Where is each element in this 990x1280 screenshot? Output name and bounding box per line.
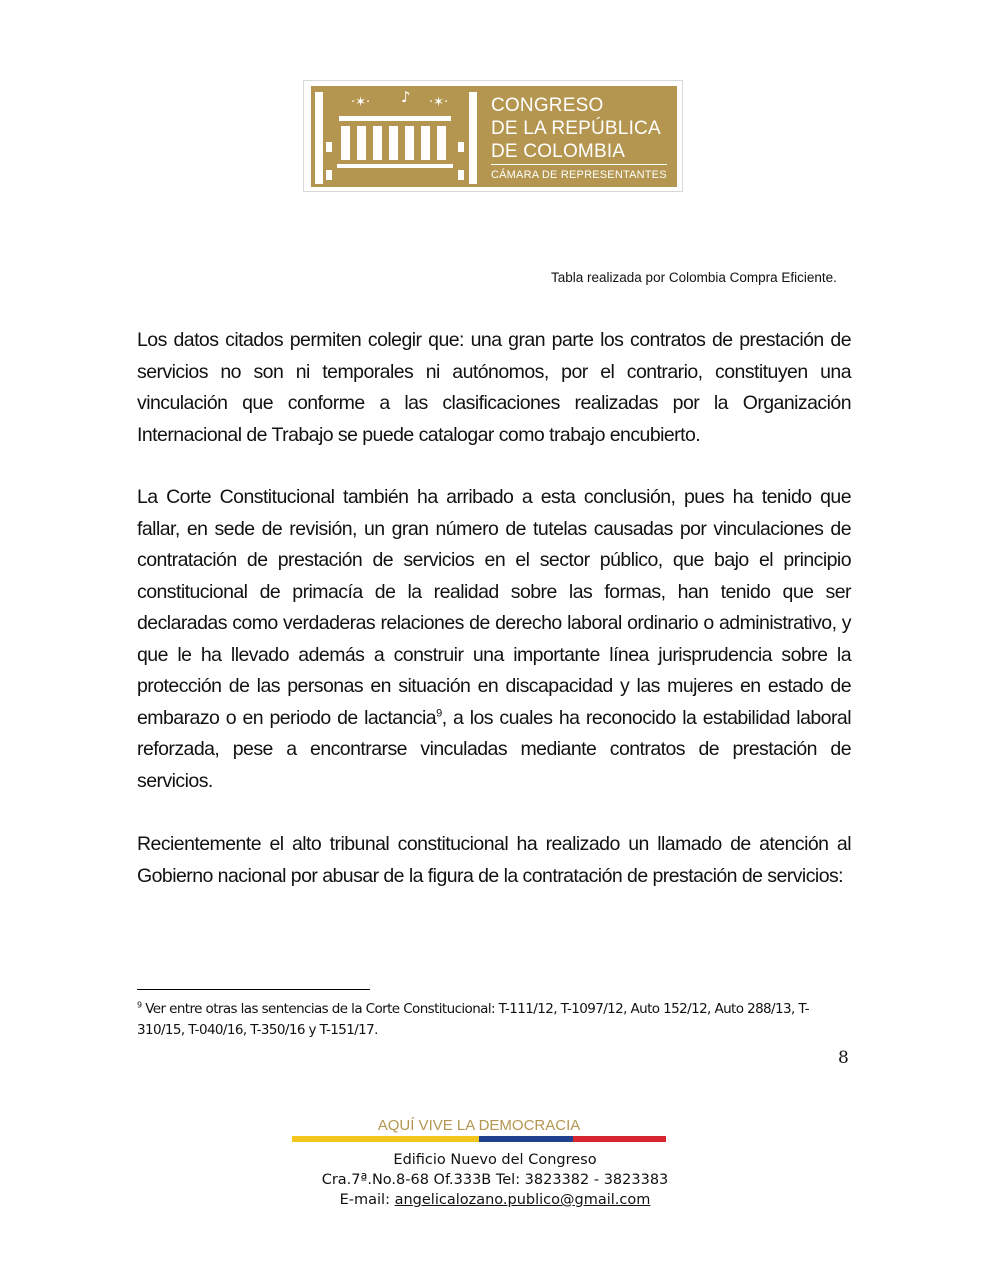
logo-line-congreso: CONGRESO xyxy=(491,95,604,116)
footer-slogan: AQUÍ VIVE LA DEMOCRACIA xyxy=(377,1117,581,1134)
flag-red-stripe xyxy=(573,1136,667,1142)
footnote-reference[interactable]: 9 xyxy=(436,706,442,719)
logo-line-republica: DE LA REPÚBLICA xyxy=(491,118,661,139)
footnote-number: 9 xyxy=(137,1000,142,1010)
logo-wordmark xyxy=(491,94,673,183)
footnote-divider xyxy=(137,989,370,990)
flag-blue-stripe xyxy=(479,1136,573,1142)
page-number: 8 xyxy=(838,1048,849,1068)
paragraph-2-text-before: La Corte Constitucional también ha arribado a esta conclusión, pues ha tenido que fallar, en sede de revisión, un gran número de tutelas causadas por vinculaciones de contratación de prestación de servicios en el sector público, que bajo el principio constitucional de primacía de la realidad sobre las formas, han tenido que ser declaradas como verdaderas relaciones de derecho laboral ordinario o administrativo, y que le ha llevado además a construir una importante línea jurisprudencia sobre la protección de las personas en situación en discapacidad y las mujeres en estado de embarazo o en periodo de lactancia xyxy=(137,486,851,729)
logo-line-camara: CÁMARA DE REPRESENTANTES xyxy=(491,169,667,181)
paragraph-2-text-after: , a los cuales ha reconocido la estabilidad laboral reforzada, pese a encontrarse vinculadas mediante contratos de prestación de servicios. xyxy=(137,706,851,792)
footnote-text: Ver entre otras las sentencias de la Corte Constitucional: T-111/12, T-1097/12, Auto 152/12, Auto 288/13, T-310/15, T-040/16, T-350/16 y T-151/17. xyxy=(137,1001,810,1038)
svg-text:·✶·: ·✶· xyxy=(351,95,371,110)
footer-address: Cra.7ª.No.8-68 Of.333B Tel: 3823382 - 3823383 xyxy=(321,1172,669,1188)
footer-email-line xyxy=(250,1190,740,1210)
flag-yellow-stripe xyxy=(292,1136,479,1142)
paragraph-1: Los datos citados permiten colegir que: una gran parte los contratos de prestación de servicios no son ni temporales ni autónomos, por el contrario, constituyen una vinculación que conforme a las clasificaciones realizadas por la Organización Internacional de Trabajo se puede catalogar como trabajo encubierto. xyxy=(137,329,851,446)
email-label: E-mail: xyxy=(339,1192,395,1208)
logo-line-colombia: DE COLOMBIA xyxy=(491,141,626,162)
svg-text:♪: ♪ xyxy=(401,88,411,106)
colombian-flag-bar xyxy=(292,1136,666,1142)
email-link[interactable]: angelicalozano.publico@gmail.com xyxy=(394,1192,651,1208)
table-caption: Tabla realizada por Colombia Compra Eficiente. xyxy=(551,270,837,285)
footer-building: Edificio Nuevo del Congreso xyxy=(393,1152,597,1168)
paragraph-3: Recientemente el alto tribunal constitucional ha realizado un llamado de atención al Gobierno nacional por abusar de la figura de la contratación de prestación de servicios: xyxy=(137,833,851,887)
congress-logo xyxy=(303,80,683,192)
logo-background xyxy=(311,86,677,187)
logo-divider xyxy=(491,164,667,165)
svg-text:·✶·: ·✶· xyxy=(429,95,449,110)
capitol-building-icon xyxy=(311,86,481,187)
paragraph-2 xyxy=(137,482,851,797)
footnote xyxy=(137,999,851,1041)
